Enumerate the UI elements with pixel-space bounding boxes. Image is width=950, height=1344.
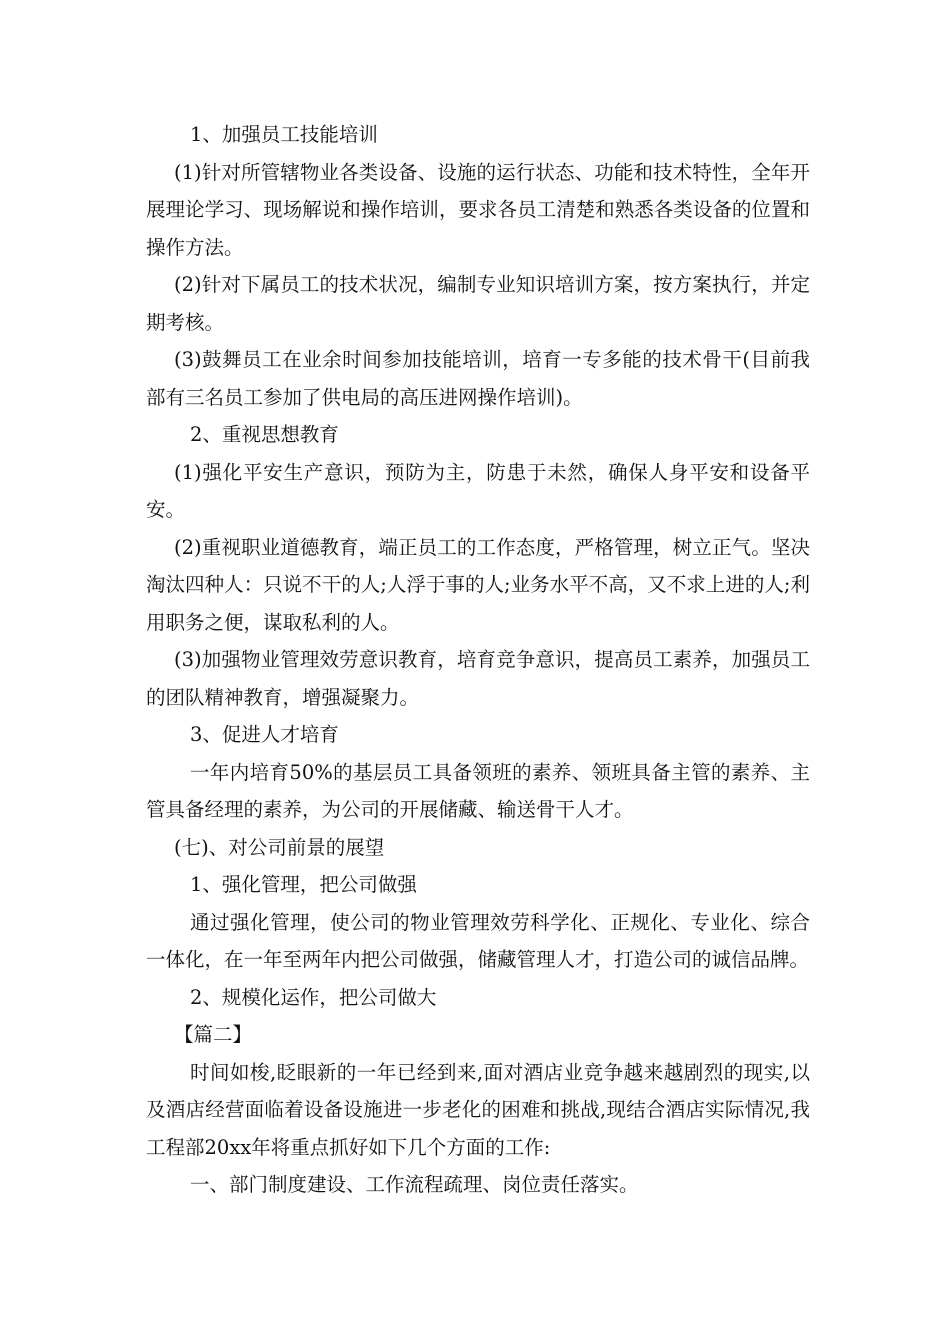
- chapter-title: 【篇二】: [174, 1023, 253, 1046]
- section-heading: 1、强化管理，把公司做强: [190, 873, 417, 896]
- paragraph: (2)针对下属员工的技术状况，编制专业知识培训方案，按方案执行，并定期考核。: [146, 273, 810, 334]
- section-heading: 2、规模化运作，把公司做大: [190, 985, 437, 1009]
- paragraph: (2)重视职业道德教育，端正员工的工作态度，严格管理，树立正气。坚决淘汰四种人：只说不干的人;人浮于事的人;业务水平不高，又不求上进的人;利用职务之便，谋取私利的人。: [146, 535, 810, 634]
- section-heading: 1、加强员工技能培训: [190, 123, 378, 146]
- paragraph: (3)加强物业管理效劳意识教育，培育竞争意识，提高员工素养，加强员工的团队精神教育，增强凝聚力。: [146, 648, 810, 709]
- paragraph: (1)强化平安生产意识，预防为主，防患于未然，确保人身平安和设备平安。: [146, 460, 810, 521]
- section-heading: 3、促进人才培育: [190, 723, 339, 746]
- document-body: [146, 116, 810, 1204]
- section-heading: 2、重视思想教育: [190, 423, 339, 446]
- paragraph: 一年内培育50%的基层员工具备领班的素养、领班具备主管的素养、主管具备经理的素养，为公司的开展储藏、输送骨干人才。: [146, 760, 810, 821]
- paragraph: 通过强化管理，使公司的物业管理效劳科学化、正规化、专业化、综合一体化，在一年至两年内把公司做强，储藏管理人才，打造公司的诚信品牌。: [146, 910, 810, 971]
- paragraph: (3)鼓舞员工在业余时间参加技能培训，培育一专多能的技术骨干(目前我部有三名员工参加了供电局的高压进网操作培训)。: [146, 348, 810, 409]
- paragraph: (1)针对所管辖物业各类设备、设施的运行状态、功能和技术特性，全年开展理论学习、现场解说和操作培训，要求各员工清楚和熟悉各类设备的位置和操作方法。: [146, 160, 810, 259]
- paragraph: 时间如梭,眨眼新的一年已经到来,面对酒店业竞争越来越剧烈的现实,以及酒店经营面临着设备设施进一步老化的困难和挑战,现结合酒店实际情况,我工程部20xx年将重点抓好如下几个方面的工作:: [146, 1060, 810, 1159]
- section-heading: 一、部门制度建设、工作流程疏理、岗位责任落实。: [190, 1173, 639, 1196]
- section-heading: (七)、对公司前景的展望: [174, 835, 385, 859]
